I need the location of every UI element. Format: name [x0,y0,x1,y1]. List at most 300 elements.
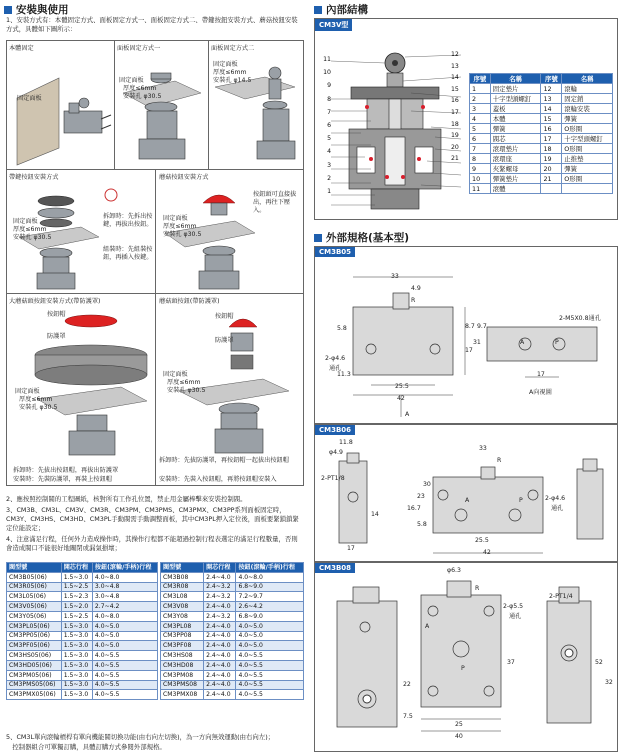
label-thickness-g: 厚度≤6mm [167,379,201,386]
table-cell: CM3PF08 [161,641,204,651]
table-row [161,631,304,641]
table-cell: 滾環座 [490,154,541,164]
view-a-label: A向視圖 [529,389,552,396]
dim-through-c: 通孔 [509,613,522,620]
col-open-stroke: 開芯行程 [61,563,92,573]
dim-phi63-c: φ6.3 [447,567,461,574]
table-row [161,660,304,670]
dim-52-c: 52 [595,659,603,666]
label-button-cap-b: 按鈕帽 [215,313,234,320]
table-row [161,670,304,680]
label-hole-f: 安裝孔 φ30.5 [19,404,58,411]
callout-number: 21 [451,155,459,163]
table-cell: CM3PL08 [161,621,204,631]
table-row [161,621,304,631]
label-hole-b: 安裝孔 φ30.5 [123,93,162,100]
table-cell: CM3R05(06) [7,582,62,592]
table-cell: CM3PM05(06) [7,670,62,680]
table-cell: 4.0~5.5 [92,680,157,690]
table-cell: 11 [470,184,491,194]
table-cell: O形圈 [562,144,613,154]
table-cell: 1.5~2.3 [61,592,92,602]
table-cell: 6.8~9.0 [236,582,304,592]
note-6: 控制器組合可單獨訂購，具體訂購方式參閱外部規格。 [6,743,166,751]
table-cell: 2 [470,94,491,104]
label-thickness-b: 厚度≤6mm [123,85,157,92]
cm3b06-drawing [315,425,617,561]
table-cell: 彈簧墊片 [490,174,541,184]
table-cell: 1.5~2.5 [61,611,92,621]
table-cell: 2.4~3.2 [204,582,236,592]
dim-through-b: 通孔 [551,505,564,512]
table-cell: CM3PMS08 [161,680,204,690]
callout-number: 8 [327,95,331,103]
callout-number: 1 [327,188,331,196]
table-cell: 1.5~3.0 [61,641,92,651]
installation-figure [6,40,304,486]
cm3b08-drawing [315,563,617,751]
cross-section-drawing [331,37,461,217]
table-cell: 4.0~5.0 [236,641,304,651]
table-cell: 4.0~5.0 [92,621,157,631]
label-fixed-plate-e: 固定面板 [163,215,188,222]
installation-title: 安裝與使用 [4,2,69,17]
dim-40-c: 40 [455,733,463,740]
table-cell: 9 [470,164,491,174]
dim-25-5-b: 25.5 [475,537,489,544]
table-cell: 4.0~5.5 [236,690,304,700]
table-cell: CM3PM08 [161,670,204,680]
table-cell: 蓋板 [490,104,541,114]
table-cell: 3.0~4.8 [92,592,157,602]
table-cell: 4 [470,114,491,124]
table-row [470,114,613,124]
section-square-icon [314,6,322,14]
dim-phi49-b: φ4.9 [329,449,343,456]
table-cell: 固定墊片 [490,84,541,94]
table-cell: CM3PL05(06) [7,621,62,631]
table-cell: CM3Y05(06) [7,611,62,621]
table-cell: 4.0~5.5 [92,670,157,680]
table-row [470,124,613,134]
table-cell: CM3HD08 [161,660,204,670]
callout-number: 13 [451,62,459,70]
table-row [7,641,158,651]
label-key-button: 帶鍵按鈕安裝方式 [9,174,59,181]
callout-number: 4 [327,148,331,156]
callout-number: 9 [327,82,331,90]
table-cell: 滾輪 [562,84,613,94]
callout-number: 10 [323,69,331,77]
label-fixed-plate-d: 固定面板 [13,218,38,225]
table-cell: O形圈 [562,124,613,134]
table-row [7,690,158,700]
table-cell: CM3HD05(06) [7,660,62,670]
callout-number: 11 [323,56,331,63]
label-hole-d: 安裝孔 φ30.5 [13,234,52,241]
table-cell: CM3L05(06) [7,592,62,602]
col-no-1: 序號 [470,74,491,84]
port-a-label-c: A [425,623,430,630]
label-mushroom-button: 蘑菇按鈕安裝方式 [159,174,209,181]
table-cell: 4.0~5.5 [236,651,304,661]
table-cell: CM3B05(06) [7,572,62,582]
dim-phi55-c: 2-φ5.5 [503,603,524,610]
table-row [470,174,613,184]
dim-r-a: R [411,297,416,304]
table-row [7,572,158,582]
body-fix-illustration [9,53,113,167]
disassemble-note-a: 拆卸時：先拔出按鈕帽，再拔出防護罩 [13,467,119,474]
col-model: 閥型號 [161,563,204,573]
cm3b05-box [314,246,618,424]
col-open-stroke: 開芯行程 [204,563,236,573]
arrow-a-label: A [405,411,410,418]
assemble-note-a: 安裝時：先裝防護罩，再裝上按鈕帽 [13,476,112,483]
dim-7-5-c: 7.5 [403,713,413,720]
port-p-label-b: P [519,497,523,504]
table-cell: 2.6~4.2 [236,602,304,612]
table-cell [541,184,562,194]
table-cell: CM3HS05(06) [7,651,62,661]
dim-22-c: 22 [403,681,411,688]
callout-number: 20 [451,143,459,151]
large-mushroom-illustration [11,305,153,457]
table-cell: 4.0~5.0 [92,631,157,641]
table-cell: CM3PP08 [161,631,204,641]
table-row [161,582,304,592]
callout-number: 14 [451,74,459,82]
table-row [161,602,304,612]
callouts-right [451,49,465,165]
table-cell: 2.4~3.2 [204,592,236,602]
label-fixed-plate-c: 固定面板 [213,61,238,68]
note-2: 2、應按照控制閥的工程圖紙，核對所有工作孔位置，禁止用金屬棒擊來安裝控制閥。 [6,495,247,503]
note-4: 4、注意滿足行程，任何外力造成操作時，其操作行程都不能超過控制行程表選定的滿足行程數量，否則會造成閥口不能很好地關閉或漏氣損壞； [6,535,298,553]
dim-r-c: R [475,585,480,592]
table-cell: 15 [541,114,562,124]
table-cell: 12 [541,84,562,94]
table-cell: 2.7~4.2 [92,602,157,612]
table-cell: CM3PMX08 [161,690,204,700]
table-cell: 2.4~4.0 [204,572,236,582]
table-cell: 4.0~5.5 [236,670,304,680]
table-cell: 滾體 [490,184,541,194]
table-cell: 4.0~5.0 [236,621,304,631]
section-square-icon [4,6,12,14]
dim-42-a: 42 [397,395,405,402]
table-cell: 2.4~4.0 [204,680,236,690]
dim-16-7-b: 16.7 [407,505,421,512]
table-cell: CM3Y08 [161,611,204,621]
table-row [470,94,613,104]
table-cell: 4.0~5.5 [92,651,157,661]
table-row [7,582,158,592]
label-panel-fix-1: 面板固定方式一 [117,45,161,52]
model-tag-cm3b05: CM3B05 [315,247,355,257]
table-cell: CM3B08 [161,572,204,582]
table-row [7,592,158,602]
label-thickness-c: 厚度≤6mm [213,69,247,76]
section-square-icon [314,234,322,242]
label-hole-g: 安裝孔 φ30.5 [167,387,206,394]
table-row [470,154,613,164]
dim-phi46-a: 2-φ4.6 [325,355,346,362]
table-cell: 2.4~4.0 [204,631,236,641]
callout-number: 17 [451,108,459,116]
table-cell: 4.0~8.0 [236,572,304,582]
dim-9-7-a: 9.7 [477,323,487,330]
table-row [161,690,304,700]
disassemble-note-b: 拆卸時：先拔防護罩，再按鈕帽一起拔出按鈕帽 [159,457,289,464]
dim-25-5-a: 25.5 [395,383,409,390]
dim-8-7-a: 8.7 [465,323,475,330]
table-cell: 十字型頭螺釘 [490,94,541,104]
inner-structure-title: 內部結構 [314,2,368,17]
table-row [7,660,158,670]
table-row [161,572,304,582]
table-row [470,134,613,144]
table-cell: 2.4~4.0 [204,651,236,661]
table-cell: 滾環墊片 [490,144,541,154]
outer-spec-title: 外部規格(基本型) [314,230,409,245]
dim-11-8-b: 11.8 [339,439,353,446]
table-cell: CM3V08 [161,602,204,612]
table-cell: 7 [470,144,491,154]
label-hole-c: 安裝孔 φ14.5 [213,77,252,84]
table-cell: 4.0~5.5 [92,660,157,670]
dim-33-b: 33 [479,445,487,452]
table-cell: 21 [541,174,562,184]
note-5: 5、CM3L單向滾輪槓桿有單向機能閥切換功能(由右向左切換)，為一方向無效運動(由右向左)； [6,733,275,741]
table-cell: 1.5~3.0 [61,690,92,700]
label-fixed-plate-f: 固定面板 [15,388,40,395]
table-cell: 2.4~4.0 [204,641,236,651]
label-panel-fix-2: 面板固定方式二 [211,45,255,52]
dim-37-c: 37 [507,659,515,666]
label-fixed-plate-b: 固定面板 [119,77,144,84]
table-row [161,641,304,651]
table-cell: 18 [541,144,562,154]
table-cell: 2.4~4.0 [204,602,236,612]
table-row [7,651,158,661]
parts-table [469,73,613,194]
dim-17-c: 17 [347,545,355,552]
table-cell: 4.0~8.0 [92,572,157,582]
table-cell: 6.8~9.0 [236,611,304,621]
table-row [7,670,158,680]
dim-31-a: 31 [473,339,481,346]
callout-number: 5 [327,135,331,143]
table-cell: 止推墊 [562,154,613,164]
callout-number: 3 [327,161,331,169]
dim-5-8-a: 5.8 [337,325,347,332]
table-row [470,164,613,174]
stroke-table-right [160,562,304,700]
key-remove-note: 組裝時：先組裝按鈕，再插入按鍵。 [103,246,153,261]
label-mushroom-guard: 蘑菇頭按鈕(帶防護罩) [159,298,220,305]
key-install-note: 拆卸時：先拆出按鍵，再拔出按鈕。 [103,213,153,228]
inner-structure-box [314,18,618,220]
table-cell: 2.4~3.2 [204,611,236,621]
port-a-label: A [520,339,525,346]
table-cell: 3.0~4.8 [92,582,157,592]
table-cell: 1.5~3.0 [61,651,92,661]
table-row [7,631,158,641]
callout-number: 2 [327,174,331,182]
port-p-label-c: P [461,665,465,672]
col-name-2: 名稱 [562,74,613,84]
table-cell: 2.4~4.0 [204,621,236,631]
note-3: 3、CM3B、CM3L、CM3V、CM3R、CM3PM、CM3PMS、CM3PMX、CM3PP系列面板固定時，CM3Y、CM3HS、CM3HD、CM3PL手動閥需手動調整面板，其中CM3PL押入定位後，面板要緊鎖鎖緊定位能設定； [6,506,299,533]
table-cell: 彈簧 [490,124,541,134]
col-model: 閥型號 [7,563,62,573]
table-cell: 1.5~2.5 [61,582,92,592]
table-cell: 17 [541,134,562,144]
label-fixed-plate-a: 固定面板 [17,95,42,102]
table-cell: 2.4~4.0 [204,670,236,680]
table-cell: CM3L08 [161,592,204,602]
table-cell: CM3HS08 [161,651,204,661]
panel-fix-1-illustration [117,53,207,167]
dim-4-9-a: 4.9 [411,285,421,292]
dim-25-c: 25 [455,721,463,728]
dim-42-b: 42 [483,549,491,556]
callout-number: 18 [451,120,459,128]
dim-11-3-a: 11.3 [337,371,351,378]
col-button-stroke: 按鈕(滾輪/手柄)行程 [92,563,157,573]
col-button-stroke: 按鈕(滾輪/手柄)行程 [236,563,304,573]
table-cell: 16 [541,124,562,134]
table-cell: CM3R08 [161,582,204,592]
table-cell: 6 [470,134,491,144]
label-fixed-plate-g: 固定面板 [163,371,188,378]
callout-number: 12 [451,51,459,58]
table-cell: 14 [541,104,562,114]
callout-number: 15 [451,85,459,93]
label-body-fix: 本體固定 [9,45,34,52]
table-row [161,680,304,690]
cm3b05-drawing [315,247,617,423]
table-cell: CM3PP05(06) [7,631,62,641]
table-row [7,621,158,631]
callout-number: 6 [327,122,331,130]
table-cell: 彈簧 [562,164,613,174]
table-cell: 4.0~8.0 [92,611,157,621]
label-button-cap-a: 按鈕帽 [47,311,66,318]
table-row [7,602,158,612]
table-cell: 5 [470,124,491,134]
port-p-label: P [555,339,559,346]
table-cell: 滾輪安裝 [562,104,613,114]
table-cell: 1 [470,84,491,94]
note-1: 1、安裝方式有：本體固定方式、面板固定方式一、面板固定方式二、帶鍵按鈕安裝方式、蘑菇按鈕安裝方式，具體如下圖所示： [6,16,298,34]
table-cell: 4.0~5.5 [236,660,304,670]
table-cell: 7.2~9.7 [236,592,304,602]
table-cell: CM3PMS05(06) [7,680,62,690]
table-row [7,611,158,621]
table-cell [562,184,613,194]
table-cell: 19 [541,154,562,164]
callouts-left [317,53,331,198]
table-row [161,592,304,602]
table-cell: 4.0~5.0 [92,641,157,651]
dim-14-b: 14 [371,511,379,518]
callout-number: 7 [327,108,331,116]
label-guard-a: 防護罩 [47,333,66,340]
dim-m5-a: 2-M5X0.8通孔 [559,315,601,322]
model-tag-cm3b06: CM3B06 [315,425,355,435]
label-thickness-e: 厚度≤6mm [163,223,197,230]
table-cell: 4.0~5.5 [92,690,157,700]
table-cell: 1.5~3.0 [61,621,92,631]
port-a-label-b: A [465,497,470,504]
table-row [470,184,613,194]
table-row [470,104,613,114]
table-cell: 1.5~3.0 [61,670,92,680]
model-tag-cm3b08: CM3B08 [315,563,355,573]
table-cell: 彈簧 [562,114,613,124]
table-cell: 13 [541,94,562,104]
table-cell: 1.5~2.0 [61,602,92,612]
dim-through-a: 通孔 [329,365,342,372]
dim-32-c: 32 [605,679,613,686]
table-cell: 10 [470,174,491,184]
label-guard-b: 防護罩 [215,337,234,344]
table-cell: 20 [541,164,562,174]
col-no-2: 序號 [541,74,562,84]
table-cell: 1.5~3.0 [61,660,92,670]
mushroom-note: 按鈕頭可直接拔出，再往下壓入。 [253,191,297,214]
cm3b08-box [314,562,618,752]
dim-30-b: 30 [423,481,431,488]
callout-number: 16 [451,97,459,105]
assemble-note-b: 安裝時：先裝入按鈕帽，再將按鈕帽安裝入 [159,476,277,483]
table-cell: 1.5~3.0 [61,631,92,641]
table-cell: 3 [470,104,491,114]
dim-pt14-c: 2-PT1/4 [549,593,573,600]
dim-pt18-b: 2-PT1/8 [321,475,345,482]
dim-33-a: 33 [391,273,399,280]
stroke-table-left [6,562,158,700]
label-thickness-f: 厚度≤6mm [19,396,53,403]
table-cell: CM3PF05(06) [7,641,62,651]
dim-17-a: 17 [465,347,473,354]
table-row [161,611,304,621]
table-cell: CM3PMX05(06) [7,690,62,700]
dim-23-b: 23 [417,493,425,500]
col-name-1: 名稱 [490,74,541,84]
table-cell: 8 [470,154,491,164]
callout-number: 19 [451,132,459,140]
table-cell: 2.4~4.0 [204,660,236,670]
model-tag-cm3v: CM3V型 [315,19,352,31]
table-row [470,144,613,154]
dim-phi46-b: 2-φ4.6 [545,495,566,502]
cm3b06-box [314,424,618,562]
table-cell: 2.4~4.0 [204,690,236,700]
label-thickness-d: 厚度≤6mm [13,226,47,233]
table-row [470,84,613,94]
dim-5-8-b: 5.8 [417,521,427,528]
table-cell: O形圈 [562,174,613,184]
table-cell: 4.0~5.5 [236,680,304,690]
table-cell: 固定銷 [562,94,613,104]
table-cell: 本體 [490,114,541,124]
table-cell: 1.5~3.0 [61,572,92,582]
table-cell: 閥芯 [490,134,541,144]
label-large-mushroom: 大蘑菇頭按鈕安裝方式(帶防護罩) [9,298,101,305]
